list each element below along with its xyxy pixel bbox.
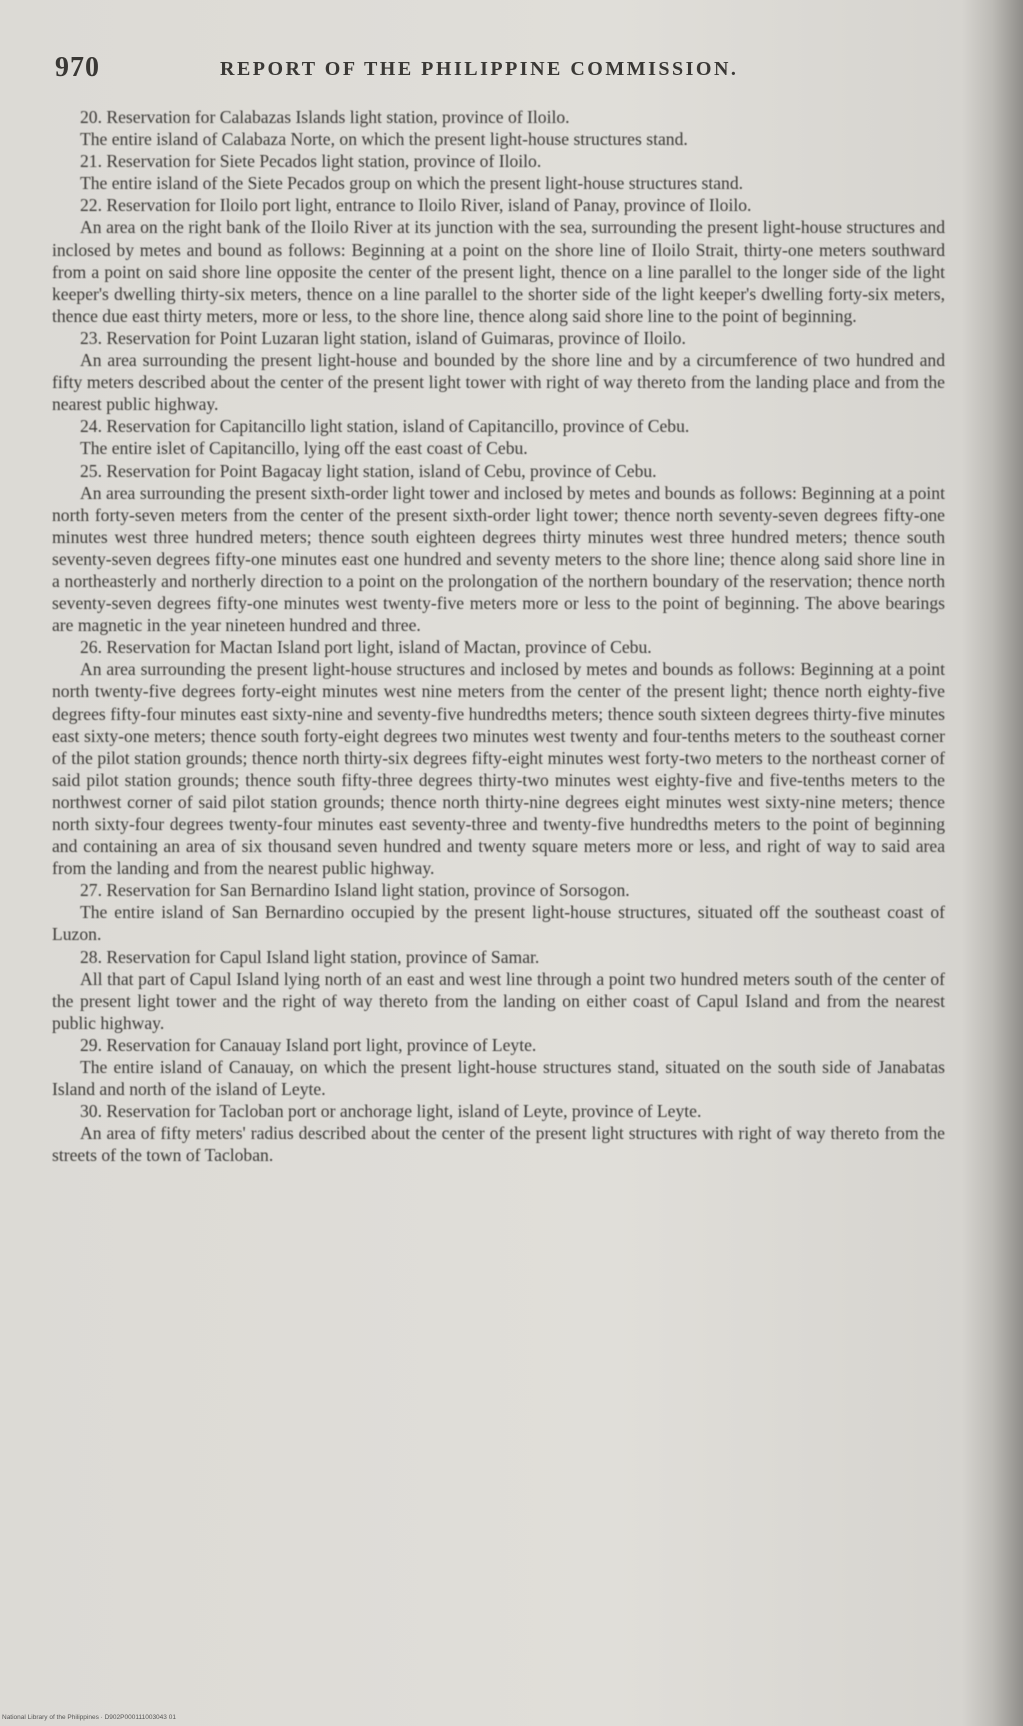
reservation-heading: 29. Reservation for Canauay Island port light, province of Leyte. xyxy=(80,1034,537,1055)
reservation-heading: 24. Reservation for Capitancillo light station, island of Capitancillo, province of Cebu. xyxy=(80,416,690,437)
reservation-heading: 30. Reservation for Tacloban port or anchorage light, island of Leyte, province of Leyte. xyxy=(80,1101,702,1122)
reservation-description: An area on the right bank of the Iloilo River at its junction with the sea, surrounding the present light-house structures and inclosed by metes and bound as follows: Beginning at a point on the shore line of Iloilo Strait, thirty-one meters southward from a point on said shore line opposite the center of the present light, thence on a line parallel to the longer side of the light keeper's dwelling thirty-six meters, thence on a line parallel to the shorter side of the light keeper's dwelling forty-six meters, thence due east thirty meters, more or less, to the shore line, thence along said shore line to the point of beginning. xyxy=(52,217,945,326)
reservation-heading: 23. Reservation for Point Luzaran light station, island of Guimaras, province of Iloilo. xyxy=(80,327,686,348)
running-head: REPORT OF THE PHILIPPINE COMMISSION. xyxy=(220,58,739,80)
reservation-description: The entire island of the Siete Pecados group on which the present light-house structures stand. xyxy=(80,173,744,194)
reservation-heading: 20. Reservation for Calabazas Islands light station, province of Iloilo. xyxy=(80,107,570,127)
reservation-heading: 27. Reservation for San Bernardino Island light station, province of Sorsogon. xyxy=(80,880,630,901)
reservation-description: The entire island of San Bernardino occupied by the present light-house structures, situated off the southeast coast of Luzon. xyxy=(52,902,945,945)
reservation-heading: 26. Reservation for Mactan Island port light, island of Mactan, province of Cebu. xyxy=(80,637,652,658)
reservation-description: The entire island of Calabaza Norte, on which the present light-house structures stand. xyxy=(80,129,688,150)
reservation-heading: 21. Reservation for Siete Pecados light station, province of Iloilo. xyxy=(80,151,542,172)
reservation-description: An area surrounding the present light-house structures and inclosed by metes and bounds as follows: Beginning at a point north twenty-five degrees forty-eight minutes west nine meters from the center of the present light; thence north eighty-five degrees fifty-four minutes east sixty-nine and seventy-five hundredths meters; thence south sixteen degrees thirty-five minutes east sixty-one meters; thence south forty-eight degrees two minutes west twenty and four-tenths meters to the southeast corner of the pilot station grounds; thence north thirty-six degrees fifty-eight minutes west forty-two meters to the northeast corner of said pilot station grounds; thence south fifty-three degrees thirty-two minutes west eighty-five and five-tenths meters to the northwest corner of said pilot station grounds; thence north thirty-nine degrees eight minutes west sixty-nine meters; thence north sixty-four degrees twenty-four minutes east seventy-three and twenty-five hundredths meters to the point of beginning and containing an area of six thousand seven hundred and twenty square meters more or less, and right of way to said area from the landing and from the nearest public highway. xyxy=(52,659,945,879)
reservation-heading: 28. Reservation for Capul Island light station, province of Samar. xyxy=(80,946,540,967)
reservation-description: The entire islet of Capitancillo, lying off the east coast of Cebu. xyxy=(80,438,528,459)
reservation-description: An area surrounding the present sixth-order light tower and inclosed by metes and bounds as follows: Beginning at a point north forty-seven meters from the center of the present sixth-order light tower; thence north seventy-seven degrees fifty-one minutes west three hundred meters; thence south eighteen degrees thirty minutes west three hundred meters; thence south seventy-seven degrees fifty-one minutes east one hundred and seventy meters to the shore line; thence along said shore line in a northeasterly and northerly direction to a point on the prolongation of the northern boundary of the reservation; thence north seventy-seven degrees fifty-one minutes west twenty-five meters more or less to the point of beginning. The above bearings are magnetic in the year nineteen hundred and three. xyxy=(52,482,945,636)
scan-credit: National Library of the Philippines · D902P000111003043 01 xyxy=(2,1714,176,1721)
reservation-description: An area of fifty meters' radius described about the center of the present light structures with right of way thereto from the streets of the town of Tacloban. xyxy=(52,1123,945,1166)
reservation-heading: 22. Reservation for Iloilo port light, entrance to Iloilo River, island of Panay, province of Iloilo. xyxy=(80,195,752,216)
page-number: 970 xyxy=(55,52,100,83)
reservation-description: The entire island of Canauay, on which the present light-house structures stand, situated on the south side of Janabatas Island and north of the island of Leyte. xyxy=(52,1057,945,1100)
body-text xyxy=(52,106,945,1167)
reservation-description: An area surrounding the present light-house and bounded by the shore line and by a circumference of two hundred and fifty meters described about the center of the present light tower with right of way thereto from the landing place and from the nearest public highway. xyxy=(52,350,945,415)
page-header xyxy=(55,52,955,92)
reservation-description: All that part of Capul Island lying north of an east and west line through a point two hundred meters south of the center of the present light tower and the right of way thereto from the landing on either coast of Capul Island and from the nearest public highway. xyxy=(52,968,945,1033)
reservation-heading: 25. Reservation for Point Bagacay light station, island of Cebu, province of Cebu. xyxy=(80,460,657,481)
